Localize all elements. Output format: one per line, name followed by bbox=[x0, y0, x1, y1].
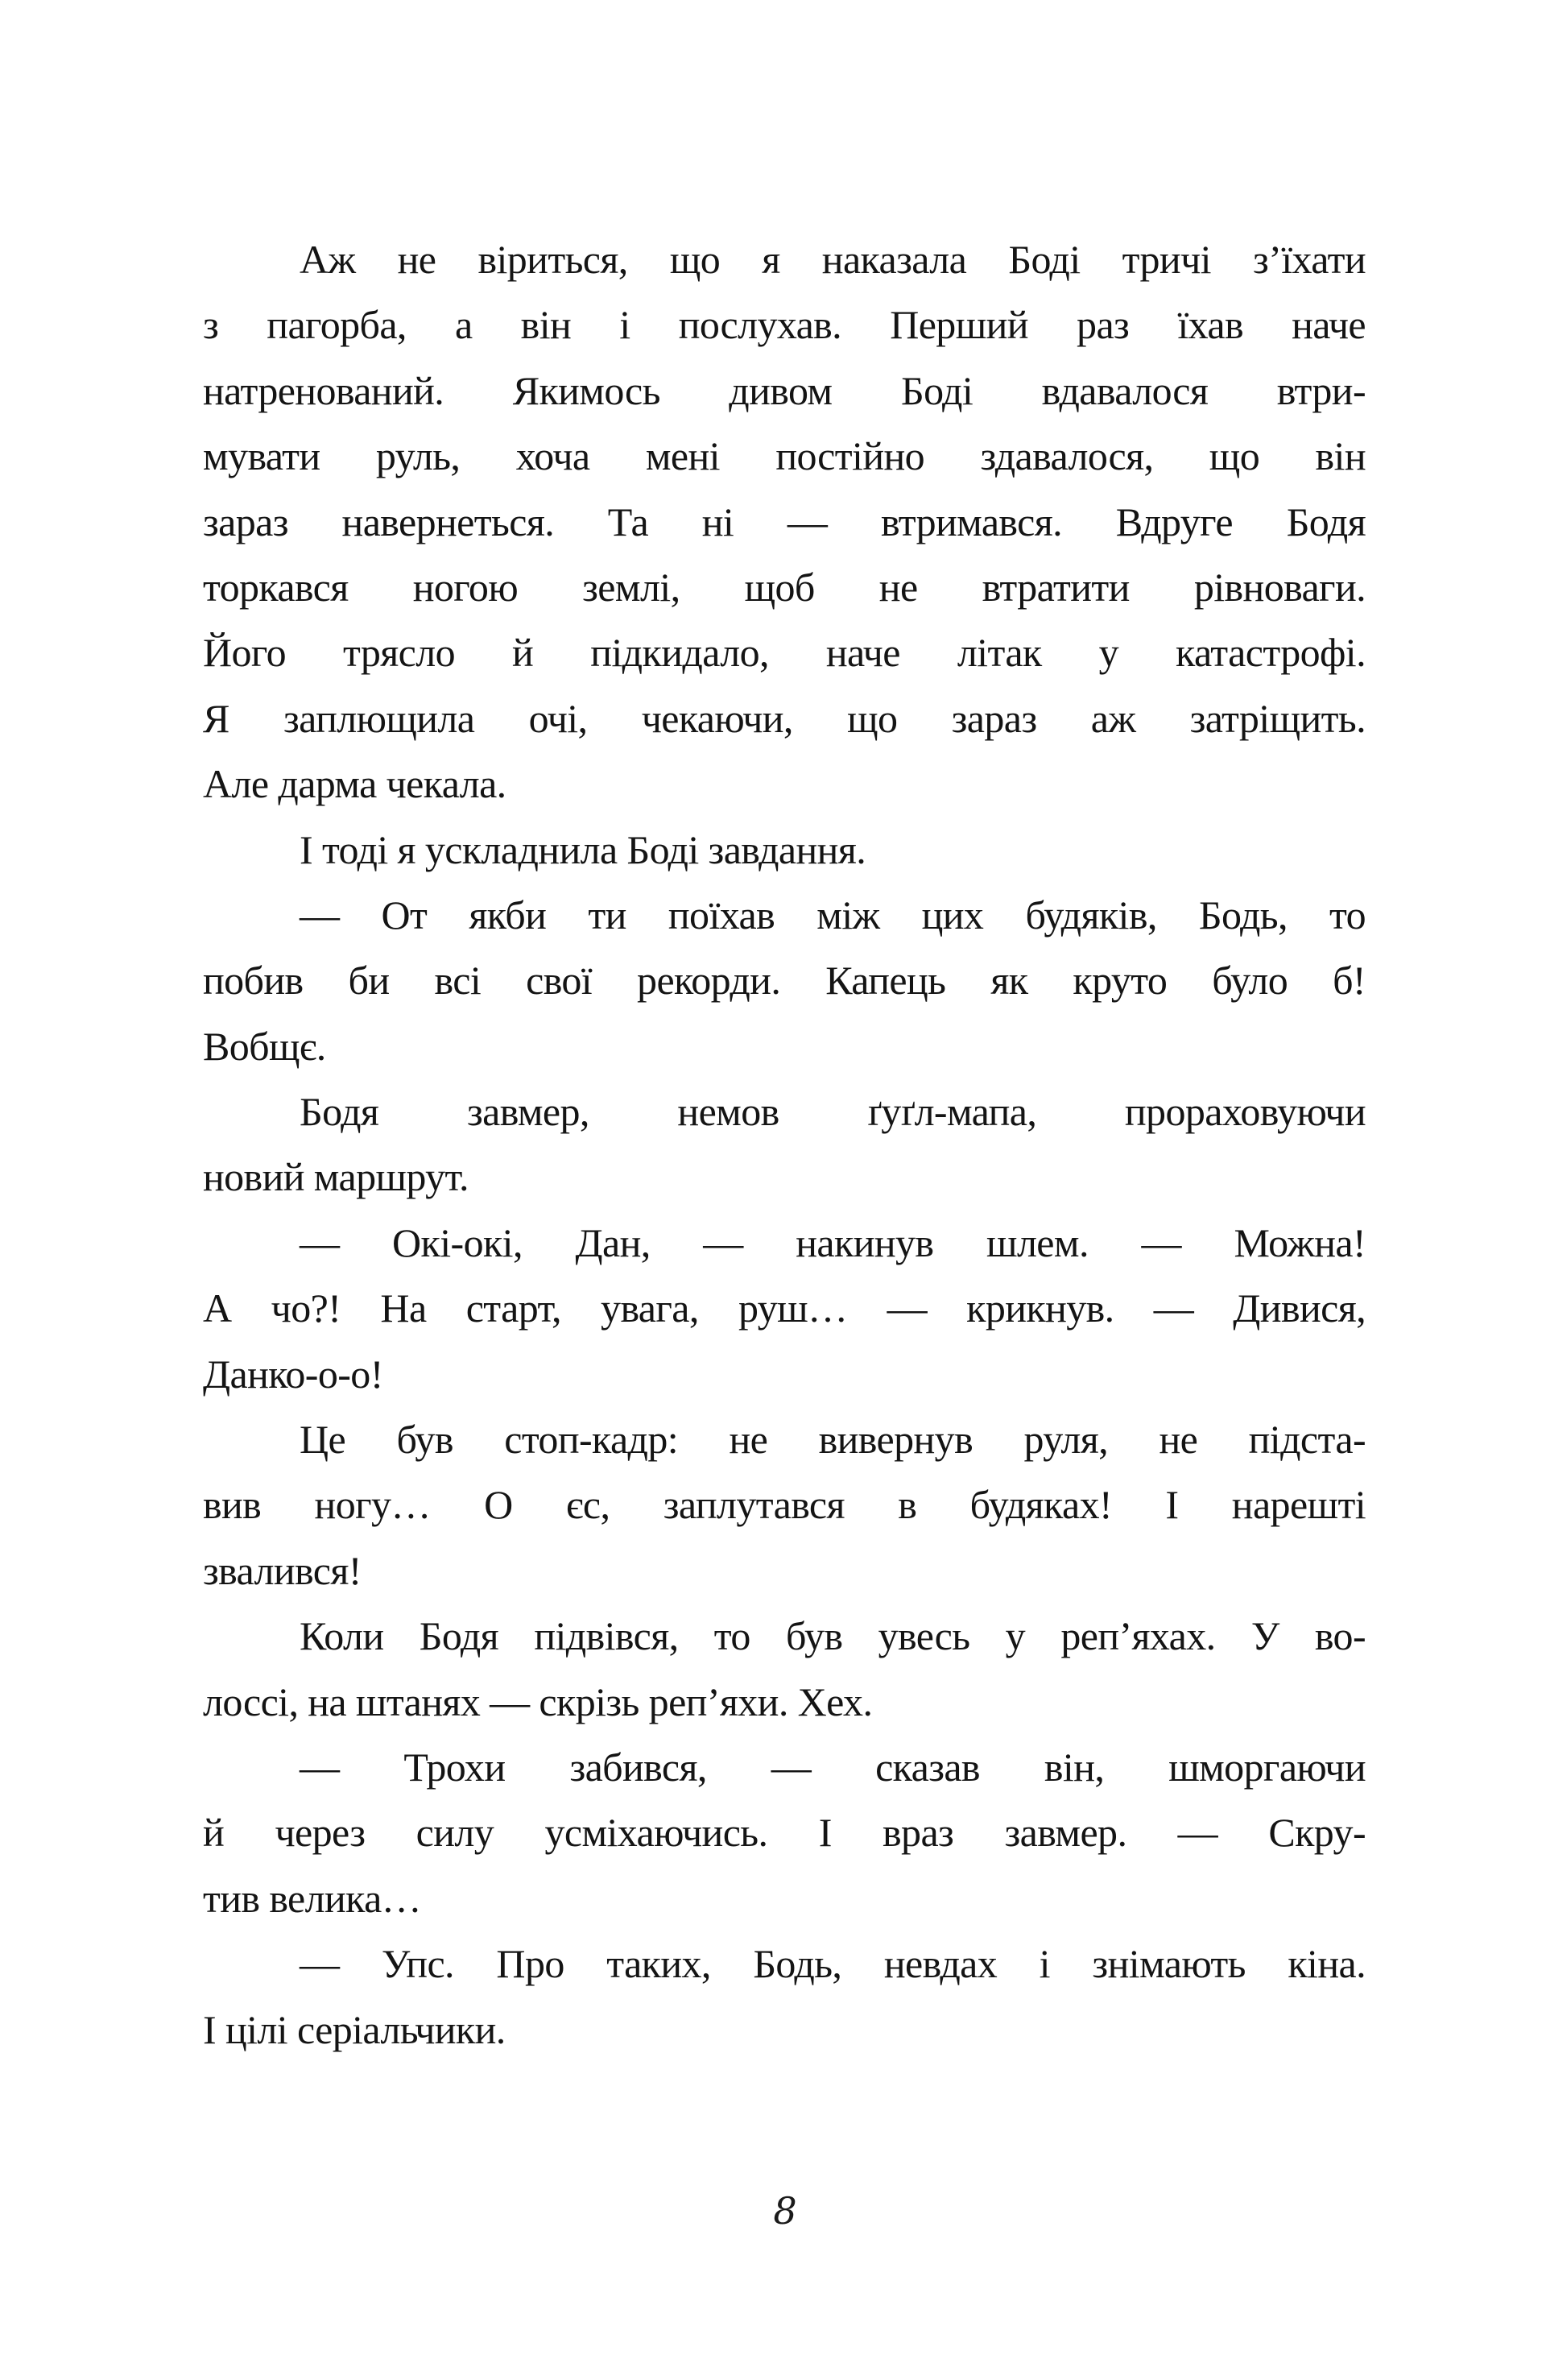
text-line: торкався ногою землі, щоб не втратити рівноваги. bbox=[203, 564, 1366, 610]
text-line: Його трясло й підкидало, наче літак у катастрофі. bbox=[203, 630, 1366, 676]
text-line: — От якби ти поїхав між цих будяків, Бодь, то bbox=[300, 892, 1366, 938]
text-line: лоссі, на штанях — скрізь реп’яхи. Хех. bbox=[203, 1678, 873, 1724]
text-line: вив ногу… О єс, заплутався в будяках! І нарешті bbox=[203, 1482, 1366, 1528]
text-line: зараз навернеться. Та ні — втримався. Вдруге Бодя bbox=[203, 499, 1366, 544]
text-line: — Окі-окі, Дан, — накинув шлем. — Можна! bbox=[300, 1219, 1366, 1265]
text-line: й через силу усміхаючись. І враз завмер. — Скру- bbox=[203, 1810, 1366, 1856]
text-line: Але дарма чекала. bbox=[203, 761, 506, 807]
text-line: — Трохи забився, — сказав він, шморгаючи bbox=[300, 1744, 1366, 1790]
text-line: — Упс. Про таких, Бодь, невдах і знімають кіна. bbox=[300, 1941, 1366, 1987]
text-line: Аж не віриться, що я наказала Боді тричі з’їхати bbox=[300, 237, 1366, 282]
page-number: 8 bbox=[773, 2189, 797, 2233]
text-line: мувати руль, хоча мені постійно здавалося, що він bbox=[203, 433, 1366, 479]
text-line: натренований. Якимось дивом Боді вдавалося втри- bbox=[203, 367, 1366, 413]
text-line: Данко-о-о! bbox=[203, 1351, 383, 1397]
text-line: з пагорба, а він і послухав. Перший раз їхав наче bbox=[203, 302, 1366, 348]
body-text bbox=[203, 227, 1366, 2063]
text-line: Коли Бодя підвівся, то був увесь у реп’яхах. У во- bbox=[300, 1613, 1366, 1659]
text-line: побив би всі свої рекорди. Капець як круто було б! bbox=[203, 958, 1366, 1004]
text-line: І цілі серіальчики. bbox=[203, 2006, 506, 2052]
text-line: А чо?! На старт, увага, руш… — крикнув. — Дивися, bbox=[203, 1285, 1366, 1331]
text-line: І тоді я ускладнила Боді завдання. bbox=[300, 826, 866, 872]
text-line: Це був стоп-кадр: не вивернув руля, не підста- bbox=[300, 1417, 1366, 1463]
text-line: Я заплющила очі, чекаючи, що зараз аж затріщить. bbox=[203, 695, 1366, 741]
text-line: тив велика… bbox=[203, 1875, 422, 1921]
text-line: новий маршрут. bbox=[203, 1154, 469, 1200]
text-line: звалився! bbox=[203, 1547, 362, 1593]
text-line: Бодя завмер, немов ґуґл-мапа, прораховуючи bbox=[300, 1089, 1366, 1135]
text-line: Вобщє. bbox=[203, 1023, 326, 1069]
